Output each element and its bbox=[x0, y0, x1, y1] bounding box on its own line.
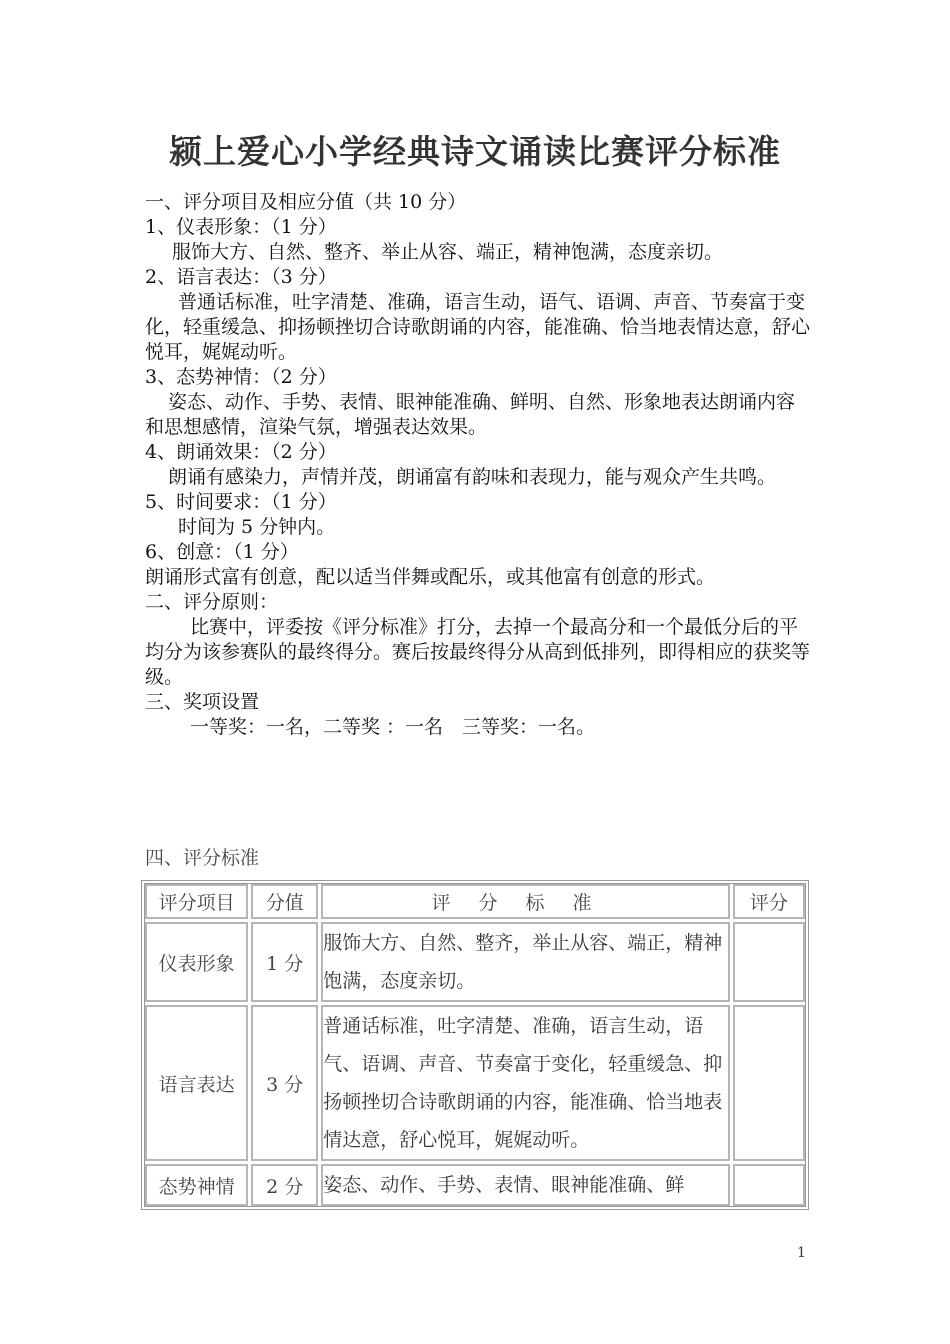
item-heading-2: 2、语言表达：（3 分） bbox=[145, 266, 337, 288]
row-criteria: 姿态、动作、手势、表情、眼神能准确、鲜 bbox=[321, 1164, 730, 1206]
row-item: 态势神情 bbox=[145, 1164, 248, 1206]
section-text-3: 一等奖：一名，二等奖 ：一名 三等奖：一名。 bbox=[190, 716, 596, 738]
item-heading-1: 1、仪表形象：（1 分） bbox=[145, 216, 337, 238]
row-score: 1 分 bbox=[251, 922, 318, 1002]
row-mark[interactable] bbox=[733, 1164, 805, 1206]
header-item: 评分项目 bbox=[145, 884, 248, 919]
row-item: 仪表形象 bbox=[145, 922, 248, 1002]
header-criteria: 评分标准 bbox=[321, 884, 730, 919]
row-score: 3 分 bbox=[251, 1005, 318, 1161]
section-heading-2: 二、评分原则： bbox=[145, 591, 279, 613]
section-heading-1: 一、评分项目及相应分值（共 10 分） bbox=[145, 191, 467, 213]
row-mark[interactable] bbox=[733, 1005, 805, 1161]
header-score: 分值 bbox=[251, 884, 318, 919]
item-text-3-content: 姿态、动作、手势、表情、眼神能准确、鲜明、自然、形象地表达朗诵内容和思想感情，渲染气氛，增强表达效果。 bbox=[145, 391, 796, 438]
item-text-4 bbox=[145, 465, 810, 490]
item-heading-5: 5、时间要求：（1 分） bbox=[145, 491, 337, 513]
row-item: 语言表达 bbox=[145, 1005, 248, 1161]
page-number: 1 bbox=[797, 1245, 806, 1261]
item-text-2-content: 普通话标准，吐字清楚、准确，语言生动，语气、语调、声音、节奏富于变化，轻重缓急、抑扬顿挫切合诗歌朗诵的内容，能准确、恰当地表情达意，舒心悦耳，娓娓动听。 bbox=[145, 291, 811, 363]
table-row bbox=[145, 1005, 805, 1161]
table-row bbox=[145, 922, 805, 1002]
item-text-2 bbox=[145, 290, 810, 365]
row-mark[interactable] bbox=[733, 922, 805, 1002]
item-text-5: 时间为 5 分钟内。 bbox=[178, 516, 336, 538]
section-text-2-content: 比赛中，评委按《评分标准》打分，去掉一个最高分和一个最低分后的平均分为该参赛队的最终得分。赛后按最终得分从高到低排列，即得相应的获奖等级。 bbox=[145, 616, 811, 688]
item-text-6: 朗诵形式富有创意，配以适当伴舞或配乐，或其他富有创意的形式。 bbox=[145, 566, 716, 588]
row-score: 2 分 bbox=[251, 1164, 318, 1206]
item-text-4-content: 朗诵有感染力，声情并茂，朗诵富有韵味和表现力，能与观众产生共鸣。 bbox=[168, 466, 777, 488]
item-text-3 bbox=[145, 390, 810, 440]
table-header-row bbox=[145, 884, 805, 919]
item-heading-6: 6、创意：（1 分） bbox=[145, 541, 299, 563]
item-text-1: 服饰大方、自然、整齐、举止从容、端正，精神饱满，态度亲切。 bbox=[172, 241, 724, 263]
section-heading-4: 四、评分标准 bbox=[145, 847, 260, 869]
scoring-table bbox=[141, 880, 809, 1210]
header-mark: 评分 bbox=[733, 884, 805, 919]
section-heading-3: 三、奖项设置 bbox=[145, 691, 260, 713]
row-criteria: 普通话标准，吐字清楚、准确，语言生动，语气、语调、声音、节奏富于变化，轻重缓急、抑扬顿挫切合诗歌朗诵的内容，能准确、恰当地表情达意，舒心悦耳，娓娓动听。 bbox=[321, 1005, 730, 1161]
item-heading-4: 4、朗诵效果：（2 分） bbox=[145, 441, 337, 463]
row-criteria: 服饰大方、自然、整齐，举止从容、端正，精神饱满，态度亲切。 bbox=[321, 922, 730, 1002]
item-heading-3: 3、态势神情：（2 分） bbox=[145, 366, 337, 388]
document-body bbox=[145, 190, 810, 740]
page-title: 颍上爱心小学经典诗文诵读比赛评分标准 bbox=[169, 132, 781, 171]
table-row bbox=[145, 1164, 805, 1206]
section-text-2 bbox=[145, 615, 810, 690]
